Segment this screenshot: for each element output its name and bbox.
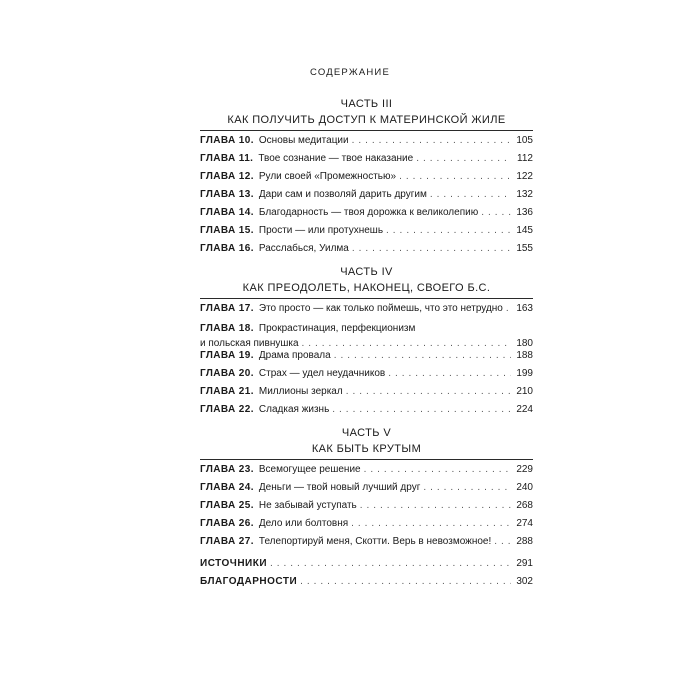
dot-leader	[346, 383, 511, 401]
chapter-title: Твое сознание — твое наказание	[258, 153, 414, 164]
chapter-number: ГЛАВА 26.	[200, 518, 254, 529]
page-number: 180	[516, 338, 533, 349]
chapter-number: ГЛАВА 20.	[200, 368, 254, 379]
page-number: 163	[516, 303, 533, 314]
page-number: 268	[516, 500, 533, 511]
dot-leader	[506, 300, 511, 318]
chapter-number: ГЛАВА 22.	[200, 404, 254, 415]
toc-entry[interactable]	[200, 132, 533, 150]
chapter-number: ГЛАВА 24.	[200, 482, 254, 493]
divider	[200, 459, 533, 460]
divider	[200, 298, 533, 299]
chapter-title: Дари сам и позволяй дарить другим	[258, 189, 427, 200]
page-number: 136	[516, 207, 533, 218]
toc-entry[interactable]	[200, 168, 533, 186]
dot-leader	[352, 240, 511, 258]
chapter-title: Расслабься, Уилма	[258, 243, 349, 254]
chapter-title: Прости — или протухнешь	[258, 225, 384, 236]
chapter-number: ГЛАВА 10.	[200, 135, 254, 146]
part-label: ЧАСТЬ IV	[340, 266, 393, 278]
page-number: 224	[516, 404, 533, 415]
dot-leader	[360, 497, 511, 515]
part-label: ЧАСТЬ V	[341, 427, 392, 439]
dot-leader	[416, 150, 511, 168]
toc-entry[interactable]	[200, 401, 533, 419]
chapter-title: Не забывай уступать	[258, 500, 357, 511]
dot-leader	[352, 132, 511, 150]
page-number: 302	[516, 576, 533, 587]
dot-leader	[481, 204, 511, 222]
chapter-title: Сладкая жизнь	[258, 404, 330, 415]
page-number: 188	[516, 350, 533, 361]
chapter-number: ГЛАВА 17.	[200, 303, 254, 314]
page-number: 132	[516, 189, 533, 200]
toc-entry-acknowledgements[interactable]	[200, 573, 533, 591]
chapter-number: ГЛАВА 27.	[200, 536, 254, 547]
dot-leader	[270, 555, 511, 573]
chapter-number: ГЛАВА 25.	[200, 500, 254, 511]
chapter-title: Рули своей «Промежностью»	[258, 171, 397, 182]
toc-entry[interactable]	[200, 300, 533, 318]
dot-leader	[494, 533, 511, 551]
page-number: 210	[516, 386, 533, 397]
chapter-number: ГЛАВА 18.	[200, 323, 254, 334]
chapter-number: ГЛАВА 21.	[200, 386, 254, 397]
chapter-number: ГЛАВА 12.	[200, 171, 254, 182]
chapter-title: Это просто — как только поймешь, что это нетрудно	[258, 303, 503, 314]
page-number: 155	[516, 243, 533, 254]
page-title: СОДЕРЖАНИЕ	[310, 67, 390, 78]
dot-leader	[334, 347, 511, 365]
chapter-number: ГЛАВА 16.	[200, 243, 254, 254]
page-number: 240	[516, 482, 533, 493]
toc-entry[interactable]	[200, 204, 533, 222]
part-heading: КАК БЫТЬ КРУТЫМ	[311, 443, 422, 455]
toc-entry[interactable]	[200, 186, 533, 204]
toc-entry[interactable]	[200, 150, 533, 168]
chapter-number: ГЛАВА 19.	[200, 350, 254, 361]
toc-entry[interactable]	[200, 347, 533, 365]
part-label: ЧАСТЬ III	[340, 98, 393, 110]
chapter-title: Основы медитации	[258, 135, 349, 146]
section-title: ИСТОЧНИКИ	[200, 558, 268, 569]
dot-leader	[423, 479, 511, 497]
toc-entry[interactable]	[200, 222, 533, 240]
dot-leader	[386, 222, 511, 240]
chapter-title-continued: и польская пивнушка	[200, 338, 299, 349]
toc-entry[interactable]	[200, 461, 533, 479]
toc-entry-sources[interactable]	[200, 555, 533, 573]
chapter-title: Миллионы зеркал	[258, 386, 343, 397]
toc-entry[interactable]	[200, 240, 533, 258]
dot-leader	[399, 168, 511, 186]
chapter-number: ГЛАВА 13.	[200, 189, 254, 200]
chapter-title: Телепортируй меня, Скотти. Верь в невозможное!	[258, 536, 492, 547]
page-number: 291	[516, 558, 533, 569]
chapter-number: ГЛАВА 23.	[200, 464, 254, 475]
toc-entry[interactable]	[200, 365, 533, 383]
page-number: 274	[516, 518, 533, 529]
chapter-title: Деньги — твой новый лучший друг	[258, 482, 421, 493]
toc-entry[interactable]	[200, 515, 533, 533]
divider	[200, 130, 533, 131]
toc-entry[interactable]	[200, 383, 533, 401]
chapter-title: Страх — удел неудачников	[258, 368, 386, 379]
toc-entry[interactable]	[200, 533, 533, 551]
part-heading: КАК ПРЕОДОЛЕТЬ, НАКОНЕЦ, СВОЕГО Б.С.	[242, 282, 491, 294]
chapter-title: Прокрастинация, перфекционизм	[258, 323, 416, 334]
chapter-title: Дело или болтовня	[258, 518, 349, 529]
dot-leader	[364, 461, 511, 479]
page-number: 122	[516, 171, 533, 182]
toc-entry[interactable]	[200, 497, 533, 515]
chapter-number: ГЛАВА 11.	[200, 153, 254, 164]
page-number: 199	[516, 368, 533, 379]
chapter-title: Всемогущее решение	[258, 464, 361, 475]
section-title: БЛАГОДАРНОСТИ	[200, 576, 298, 587]
chapter-number: ГЛАВА 14.	[200, 207, 254, 218]
dot-leader	[300, 573, 511, 591]
page-number: 112	[517, 153, 533, 164]
page-number: 229	[516, 464, 533, 475]
chapter-title: Благодарность — твоя дорожка к великолепию	[258, 207, 479, 218]
dot-leader	[430, 186, 511, 204]
page-number: 288	[516, 536, 533, 547]
dot-leader	[388, 365, 511, 383]
page-number: 145	[516, 225, 533, 236]
part-heading: КАК ПОЛУЧИТЬ ДОСТУП К МАТЕРИНСКОЙ ЖИЛЕ	[227, 114, 506, 126]
toc-entry[interactable]	[200, 479, 533, 497]
dot-leader	[332, 401, 511, 419]
dot-leader	[351, 515, 511, 533]
chapter-number: ГЛАВА 15.	[200, 225, 254, 236]
chapter-title: Драма провала	[258, 350, 331, 361]
page-number: 105	[516, 135, 533, 146]
